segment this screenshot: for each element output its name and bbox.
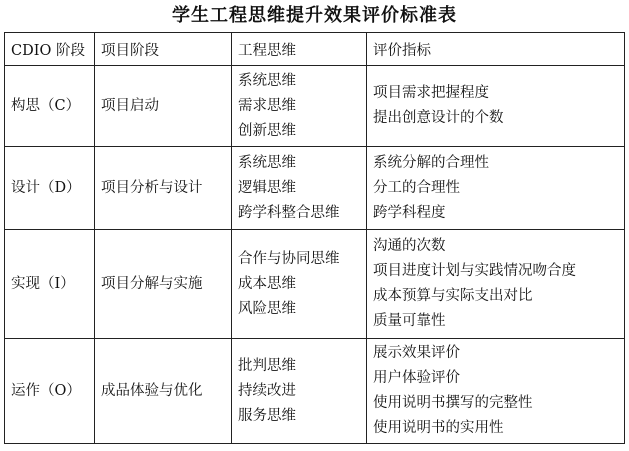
indicator-item: 展示效果评价 <box>373 345 460 361</box>
thinking-item: 服务思维 <box>238 407 296 424</box>
table-title: 学生工程思维提升效果评价标准表 <box>172 5 457 26</box>
indicator-item: 成本预算与实际支出对比 <box>373 288 533 304</box>
table-row <box>5 147 625 230</box>
cdio-cell <box>5 230 95 339</box>
thinking-cell <box>232 230 367 339</box>
cdio-cell <box>5 66 95 147</box>
thinking-cell <box>232 66 367 147</box>
indicator-item: 使用说明书的实用性 <box>373 420 504 436</box>
stage-cell <box>95 339 232 444</box>
thinking-cell <box>232 339 367 444</box>
indicator-item: 系统分解的合理性 <box>373 154 489 171</box>
indicator-item: 提出创意设计的个数 <box>373 110 504 126</box>
stage-text: 项目分解与实施 <box>101 275 203 292</box>
stage-cell <box>95 147 232 230</box>
indicator-item: 用户体验评价 <box>373 370 460 386</box>
thinking-cell <box>232 147 367 230</box>
header-project-stage: 项目阶段 <box>95 33 232 66</box>
cdio-text: 实现（I） <box>11 275 75 292</box>
thinking-item: 系统思维 <box>238 72 296 89</box>
indicator-item: 项目需求把握程度 <box>373 85 489 101</box>
indicator-cell <box>367 339 625 444</box>
thinking-item: 逻辑思维 <box>238 179 296 196</box>
cdio-text: 运作（O） <box>11 382 81 399</box>
table-row <box>5 339 625 444</box>
indicator-cell <box>367 230 625 339</box>
header-engineering-thinking: 工程思维 <box>232 33 367 66</box>
thinking-item: 持续改进 <box>238 382 296 399</box>
thinking-item: 风险思维 <box>238 300 296 317</box>
indicator-item: 分工的合理性 <box>373 179 460 196</box>
header-cdio-stage: CDIO 阶段 <box>5 33 95 66</box>
evaluation-table <box>4 32 625 444</box>
indicator-item: 沟通的次数 <box>373 238 446 254</box>
header-evaluation-indicators: 评价指标 <box>367 33 625 66</box>
thinking-item: 创新思维 <box>238 122 296 139</box>
header-row <box>5 33 625 66</box>
cdio-text: 设计（D） <box>11 179 81 196</box>
stage-cell <box>95 230 232 339</box>
indicator-cell <box>367 66 625 147</box>
indicator-cell <box>367 147 625 230</box>
stage-text: 项目分析与设计 <box>101 179 203 196</box>
cdio-text: 构思（C） <box>11 97 81 114</box>
stage-cell <box>95 66 232 147</box>
table-row <box>5 66 625 147</box>
table-row <box>5 230 625 339</box>
thinking-item: 系统思维 <box>238 154 296 171</box>
indicator-item: 质量可靠性 <box>373 313 446 329</box>
indicator-item: 跨学科程度 <box>373 204 446 221</box>
thinking-item: 需求思维 <box>238 97 296 114</box>
thinking-item: 批判思维 <box>238 357 296 374</box>
thinking-item: 合作与协同思维 <box>238 250 340 267</box>
cdio-cell <box>5 339 95 444</box>
indicator-item: 项目进度计划与实践情况吻合度 <box>373 263 576 279</box>
thinking-item: 成本思维 <box>238 275 296 292</box>
stage-text: 项目启动 <box>101 97 159 114</box>
indicator-item: 使用说明书撰写的完整性 <box>373 395 533 411</box>
stage-text: 成品体验与优化 <box>101 382 203 399</box>
thinking-item: 跨学科整合思维 <box>238 204 340 221</box>
cdio-cell <box>5 147 95 230</box>
